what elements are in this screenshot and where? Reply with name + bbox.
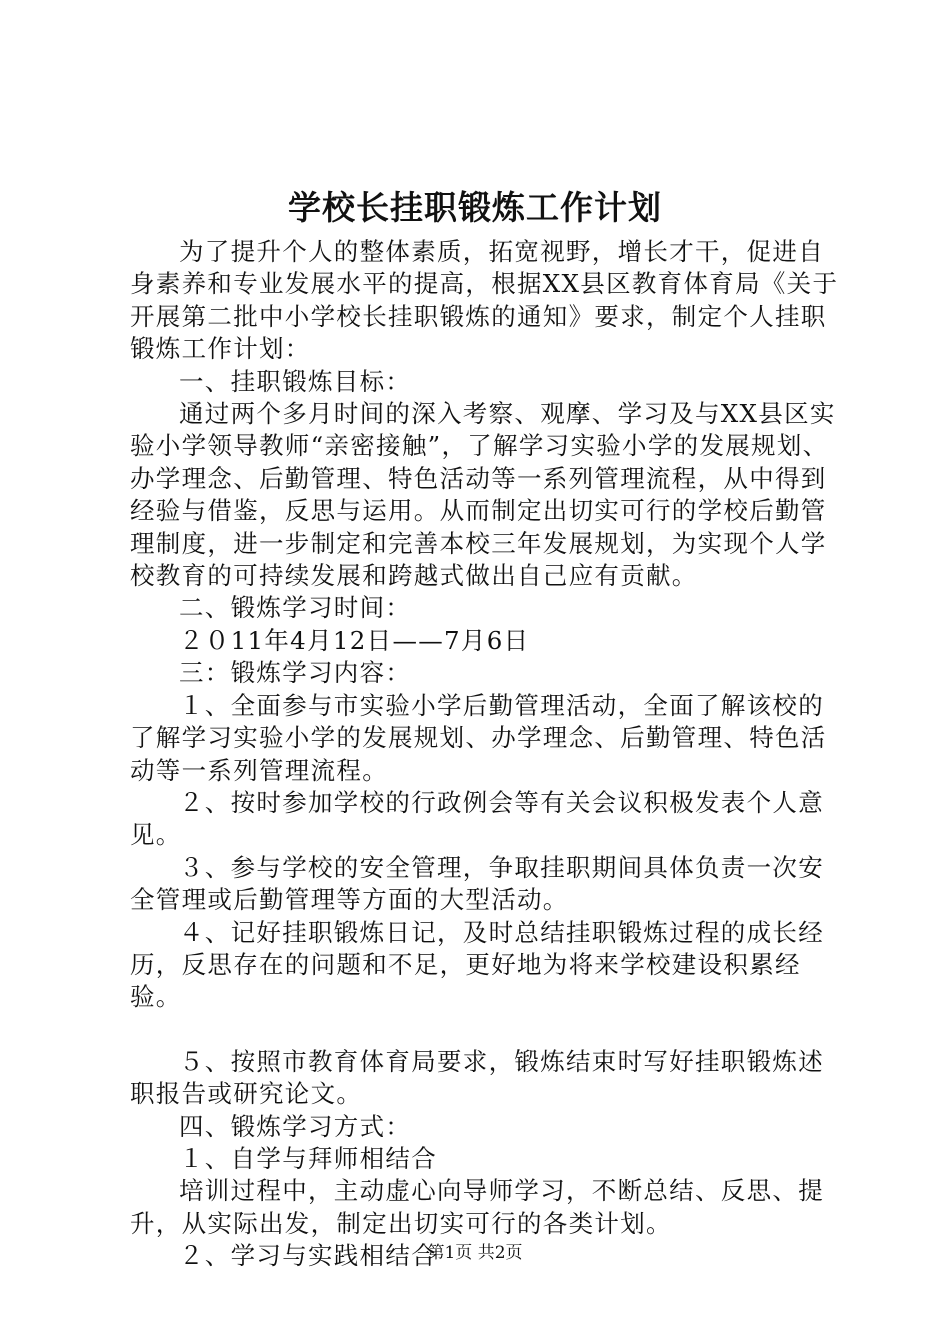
list-item-content-1: １、全面参与市实验小学后勤管理活动，全面了解该校的了解学习实验小学的发展规划、办学理念、后勤管理、特色活动等一系列管理流程。 — [130, 690, 827, 785]
list-item-content-3: ３、参与学校的安全管理，争取挂职期间具体负责一次安全管理或后勤管理等方面的大型活动。 — [130, 852, 824, 915]
heading-goal: 一、挂职锻炼目标： — [179, 366, 412, 396]
heading-time: 二、锻炼学习时间： — [179, 593, 412, 623]
paragraph-goal: 通过两个多月时间的深入考察、观摩、学习及与XX县区实验小学领导教师“亲密接触”，了解学习实验小学的发展规划、办学理念、后勤管理、特色活动等一系列管理流程，从中得到经验与借鉴，反思与运用。从而制定出切实可行的学校后勤管理制度，进一步制定和完善本校三年发展规划，为实现个人学校教育的可持续发展和跨越式做出自己应有贡献。 — [130, 399, 836, 591]
paragraph-method-1: 培训过程中，主动虚心向导师学习，不断总结、反思、提升，从实际出发，制定出切实可行的各类计划。 — [130, 1176, 824, 1238]
list-item-method-2: ２、学习与实践相结合 — [179, 1241, 437, 1271]
document-body — [130, 236, 840, 1273]
paragraph-time: ２０11年4月12日——7月6日 — [179, 625, 530, 655]
document-title: 学校长挂职锻炼工作计划 — [288, 188, 662, 227]
paragraph-intro: 为了提升个人的整体素质，拓宽视野，增长才干，促进自身素养和专业发展水平的提高，根据XX县区教育体育局《关于开展第二批中小学校长挂职锻炼的通知》要求，制定个人挂职锻炼工作计划： — [130, 237, 839, 364]
heading-content: 三：锻炼学习内容： — [179, 658, 412, 688]
heading-method: 四、锻炼学习方式： — [179, 1111, 412, 1141]
list-item-content-5: ５、按照市教育体育局要求，锻炼结束时写好挂职锻炼述职报告或研究论文。 — [130, 1046, 824, 1109]
list-item-content-4: ４、记好挂职锻炼日记，及时总结挂职锻炼过程的成长经历，反思存在的问题和不足，更好地为将来学校建设积累经验。 — [130, 917, 824, 1012]
list-item-method-1: １、自学与拜师相结合 — [179, 1143, 437, 1173]
page-footer: 第1页 共2页 — [427, 1243, 523, 1263]
list-item-content-2: ２、按时参加学校的行政例会等有关会议积极发表个人意见。 — [130, 787, 824, 850]
